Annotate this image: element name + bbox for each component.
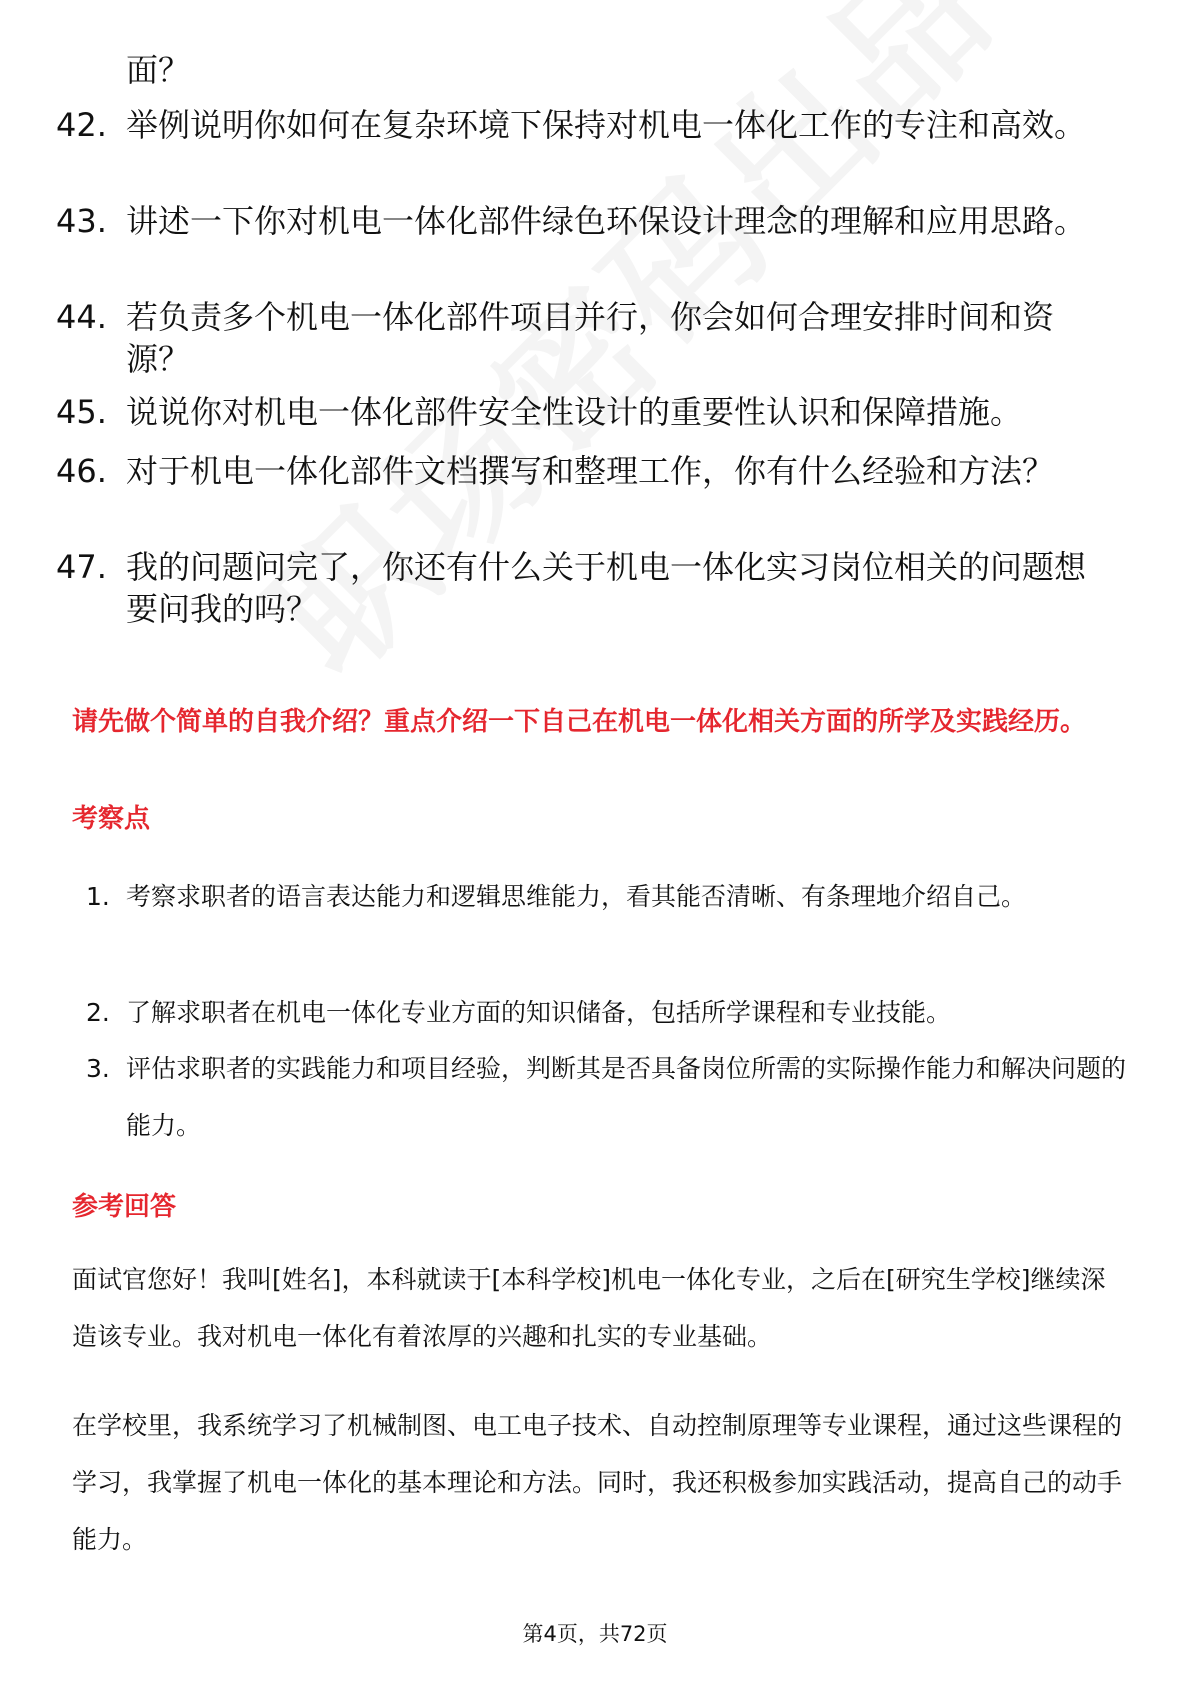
point-text: 考察求职者的语言表达能力和逻辑思维能力，看其能否清晰、有条理地介绍自己。 (126, 882, 1027, 911)
question-continuation: 面？ (126, 51, 191, 89)
point-number: 2. (86, 998, 110, 1027)
page-footer: 第4页，共72页 (522, 1622, 668, 1646)
question-number: 43. (56, 202, 107, 240)
reference-paragraph: 在学校里，我系统学习了机械制图、电工电子技术、自动控制原理等专业课程，通过这些课程的学习，我掌握了机电一体化的基本理论和方法。同时，我还积极参加实践活动，提高自己的动手能力。 (72, 1411, 1123, 1554)
question-number: 47. (56, 548, 107, 586)
question-number: 45. (56, 393, 107, 431)
assessment-label: 考察点 (72, 804, 151, 834)
point-number: 3. (86, 1054, 110, 1083)
question-text: 对于机电一体化部件文档撰写和整理工作，你有什么经验和方法？ (126, 452, 1055, 490)
reference-paragraph: 面试官您好！我叫[姓名]，本科就读于[本科学校]机电一体化专业，之后在[研究生学校]继续深造该专业。我对机电一体化有着浓厚的兴趣和扎实的专业基础。 (72, 1265, 1106, 1351)
question-text: 我的问题问完了，你还有什么关于机电一体化实习岗位相关的问题想要问我的吗？ (126, 548, 1087, 628)
reference-label: 参考回答 (72, 1192, 177, 1222)
point-text: 了解求职者在机电一体化专业方面的知识储备，包括所学课程和专业技能。 (126, 998, 952, 1027)
question-number: 42. (56, 106, 107, 144)
featured-question-heading: 请先做个简单的自我介绍？重点介绍一下自己在机电一体化相关方面的所学及实践经历。 (72, 707, 1087, 737)
question-text: 讲述一下你对机电一体化部件绿色环保设计理念的理解和应用思路。 (126, 202, 1087, 240)
point-number: 1. (86, 882, 110, 911)
question-text: 说说你对机电一体化部件安全性设计的重要性认识和保障措施。 (126, 393, 1023, 431)
question-text: 若负责多个机电一体化部件项目并行，你会如何合理安排时间和资源？ (126, 298, 1055, 378)
question-number: 44. (56, 298, 107, 336)
question-text: 举例说明你如何在复杂环境下保持对机电一体化工作的专注和高效。 (126, 106, 1087, 144)
question-number: 46. (56, 452, 107, 490)
point-text: 评估求职者的实践能力和项目经验，判断其是否具备岗位所需的实际操作能力和解决问题的能力。 (126, 1054, 1127, 1140)
